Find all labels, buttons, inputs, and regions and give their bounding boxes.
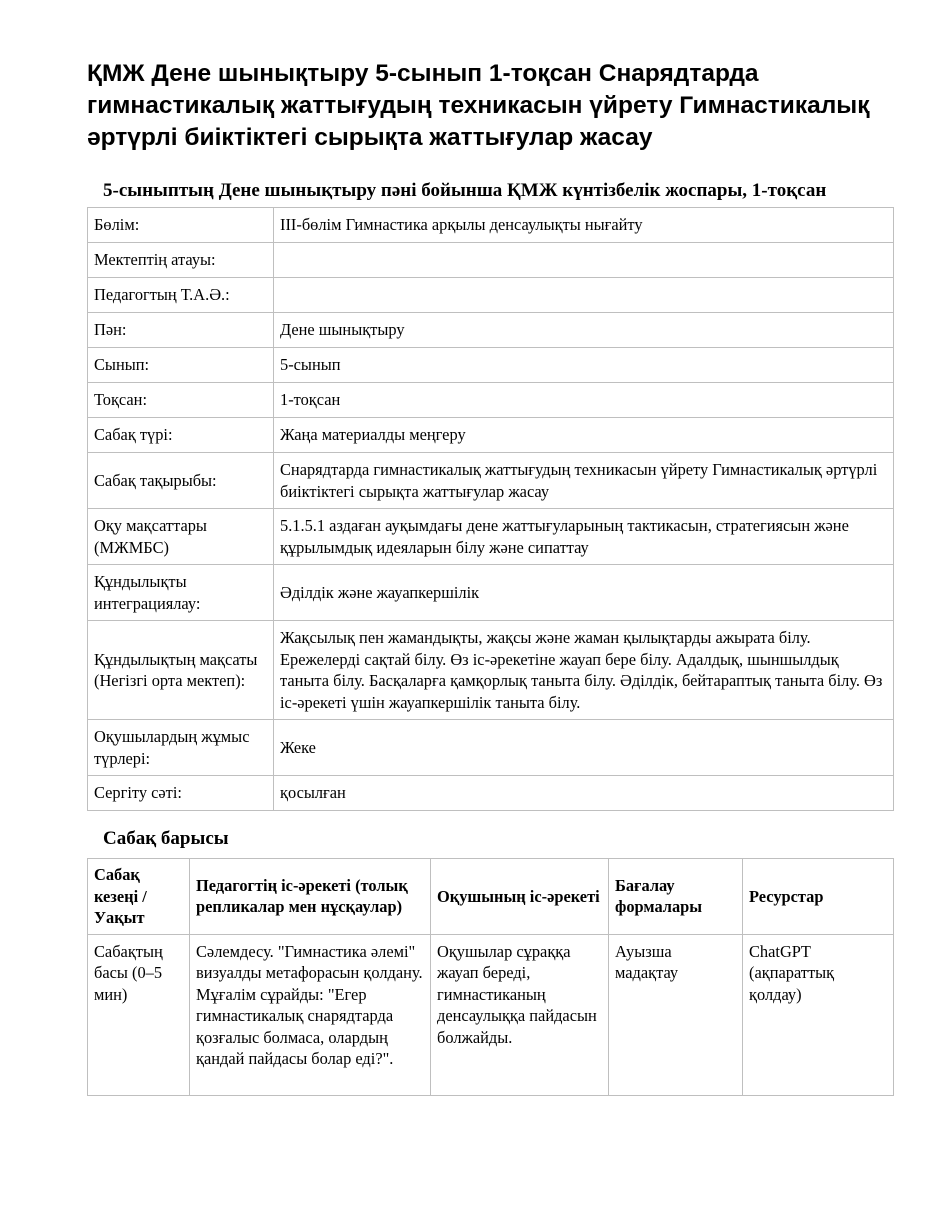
info-row-section — [88, 208, 894, 243]
info-label: Бөлім: — [88, 208, 274, 243]
info-label: Оқу мақсаттары (МЖМБС) — [88, 509, 274, 565]
column-header: Бағалау формалары — [609, 859, 743, 935]
info-table — [87, 207, 894, 811]
info-row-lesson-type — [88, 418, 894, 453]
info-label: Оқушылардың жұмыс түрлері: — [88, 720, 274, 776]
lesson-heading: Сабақ барысы — [103, 828, 229, 849]
column-header: Педагогтің іс-әрекеті (толық репликалар мен нұсқаулар) — [190, 859, 431, 935]
table-row — [88, 934, 894, 1095]
lesson-header-row — [88, 859, 894, 935]
document-page — [87, 58, 893, 1096]
info-value — [274, 243, 894, 278]
resources-cell: ChatGPT (ақпараттық қолдау) — [743, 934, 894, 1095]
info-value: Жаңа материалды меңгеру — [274, 418, 894, 453]
info-label: Құндылықты интеграциялау: — [88, 565, 274, 621]
info-value: Снарядтарда гимнастикалық жаттығудың техникасын үйрету Гимнастикалық әртүрлі биіктіктегі сырықта жаттығулар жасау — [274, 453, 894, 509]
column-header: Ресурстар — [743, 859, 894, 935]
document-title: ҚМЖ Дене шынықтыру 5-сынып 1-тоқсан Снарядтарда гимнастикалық жаттығудың техникасын үйрету Гимнастикалық әртүрлі биіктіктегі сырықта жаттығулар жасау — [87, 60, 870, 151]
lesson-stage-cell: Сабақтың басы (0–5 мин) — [88, 934, 190, 1095]
info-value: Жеке — [274, 720, 894, 776]
info-value — [274, 278, 894, 313]
info-label: Сабақ түрі: — [88, 418, 274, 453]
info-row-teacher — [88, 278, 894, 313]
info-row-learning-objectives — [88, 509, 894, 565]
lesson-table — [87, 858, 894, 1096]
info-label: Сабақ тақырыбы: — [88, 453, 274, 509]
info-value: қосылған — [274, 776, 894, 811]
info-label: Мектептің атауы: — [88, 243, 274, 278]
info-label: Пән: — [88, 313, 274, 348]
info-row-work-types — [88, 720, 894, 776]
info-row-value-integration — [88, 565, 894, 621]
info-label: Құндылықтың мақсаты (Негізгі орта мектеп): — [88, 621, 274, 720]
student-activity-cell: Оқушылар сұраққа жауап береді, гимнастиканың денсаулыққа пайдасын болжайды. — [431, 934, 609, 1095]
info-row-subject — [88, 313, 894, 348]
info-label: Сергіту сәті: — [88, 776, 274, 811]
info-row-value-goal — [88, 621, 894, 720]
column-header: Сабақ кезеңі / Уақыт — [88, 859, 190, 935]
info-value: Әділдік және жауапкершілік — [274, 565, 894, 621]
info-row-quarter — [88, 383, 894, 418]
info-value: III-бөлім Гимнастика арқылы денсаулықты нығайту — [274, 208, 894, 243]
info-row-refresh-moment — [88, 776, 894, 811]
assessment-cell: Ауызша мадақтау — [609, 934, 743, 1095]
info-label: Педагогтың Т.А.Ә.: — [88, 278, 274, 313]
info-value: 5-сынып — [274, 348, 894, 383]
info-value: Жақсылық пен жамандықты, жақсы және жаман қылықтарды ажырата білу. Ережелерді сақтай білу. Өз іс-әрекетіне жауап бере білу. Адалдық, шыншылдық таныта білу. Басқаларға қамқорлық таныта білу. Әділдік, бейтараптық таныта білу. Өз іс-әрекеті үшін жауапкершілік таныта білу. — [274, 621, 894, 720]
info-label: Сынып: — [88, 348, 274, 383]
info-value: 1-тоқсан — [274, 383, 894, 418]
teacher-activity-cell: Сәлемдесу. "Гимнастика әлемі" визуалды метафорасын қолдану. Мұғалім сұрайды: "Егер гимнастикалық снарядтарда қозғалыс болмаса, олардың қандай пайдасы болар еді?". — [190, 934, 431, 1095]
info-row-lesson-topic — [88, 453, 894, 509]
info-value: 5.1.5.1 аздаған ауқымдағы дене жаттығуларының тактикасын, стратегиясын және құрылымдық идеяларын білу және сипаттау — [274, 509, 894, 565]
info-row-grade — [88, 348, 894, 383]
column-header: Оқушының іс-әрекеті — [431, 859, 609, 935]
info-row-school — [88, 243, 894, 278]
plan-heading: 5-сыныптың Дене шынықтыру пәні бойынша ҚМЖ күнтізбелік жоспары, 1-тоқсан — [103, 180, 827, 201]
info-label: Тоқсан: — [88, 383, 274, 418]
info-value: Дене шынықтыру — [274, 313, 894, 348]
